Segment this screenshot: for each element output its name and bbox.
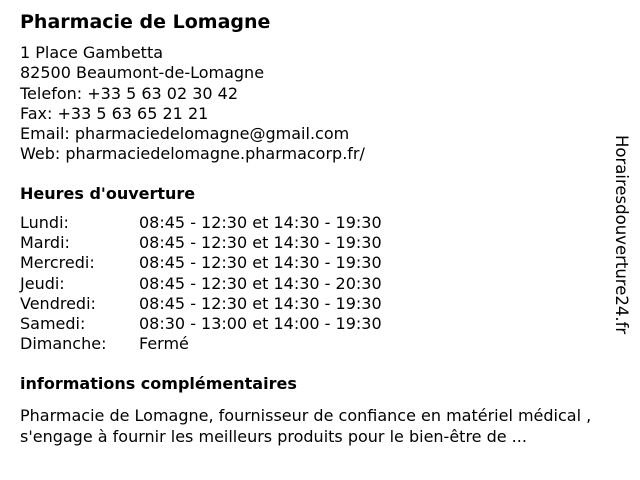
day-label: Dimanche:	[20, 334, 107, 354]
day-hours: 08:45 - 12:30 et 14:30 - 19:30	[139, 233, 382, 253]
day-label: Mercredi:	[20, 253, 95, 273]
opening-hours-heading: Heures d'ouverture	[20, 184, 196, 203]
contact-block	[20, 43, 365, 165]
website-link[interactable]: Web: pharmaciedelomagne.pharmacorp.fr/	[20, 144, 365, 164]
day-hours: Fermé	[139, 334, 189, 354]
day-hours: 08:45 - 12:30 et 14:30 - 19:30	[139, 253, 382, 273]
day-label: Jeudi:	[20, 273, 65, 293]
watermark-text: Horairesdouverture24.fr	[612, 135, 631, 335]
email-address[interactable]: Email: pharmaciedelomagne@gmail.com	[20, 124, 350, 144]
site-watermark	[609, 135, 633, 371]
address-line-2: 82500 Beaumont-de-Lomagne	[20, 63, 265, 83]
pharmacy-description: Pharmacie de Lomagne, fournisseur de confiance en matériel médical , s'engage à fournir les meilleurs produits pour le bien-être de ...	[20, 406, 592, 446]
day-hours: 08:45 - 12:30 et 14:30 - 19:30	[139, 213, 382, 232]
day-hours: 08:30 - 13:00 et 14:00 - 19:30	[139, 313, 382, 333]
day-label: Samedi:	[20, 313, 86, 333]
additional-info-heading: informations complémentaires	[20, 374, 297, 393]
pharmacy-name: Pharmacie de Lomagne	[20, 11, 271, 33]
day-hours: 08:45 - 12:30 et 14:30 - 19:30	[139, 293, 382, 313]
phone-number[interactable]: Telefon: +33 5 63 02 30 42	[20, 83, 239, 103]
day-label: Mardi:	[20, 233, 70, 253]
fax-number: Fax: +33 5 63 65 21 21	[20, 103, 209, 123]
day-label: Lundi:	[20, 213, 69, 232]
day-label: Vendredi:	[20, 293, 96, 313]
day-hours: 08:45 - 12:30 et 14:30 - 20:30	[139, 273, 382, 293]
address-line-1: 1 Place Gambetta	[20, 43, 164, 62]
